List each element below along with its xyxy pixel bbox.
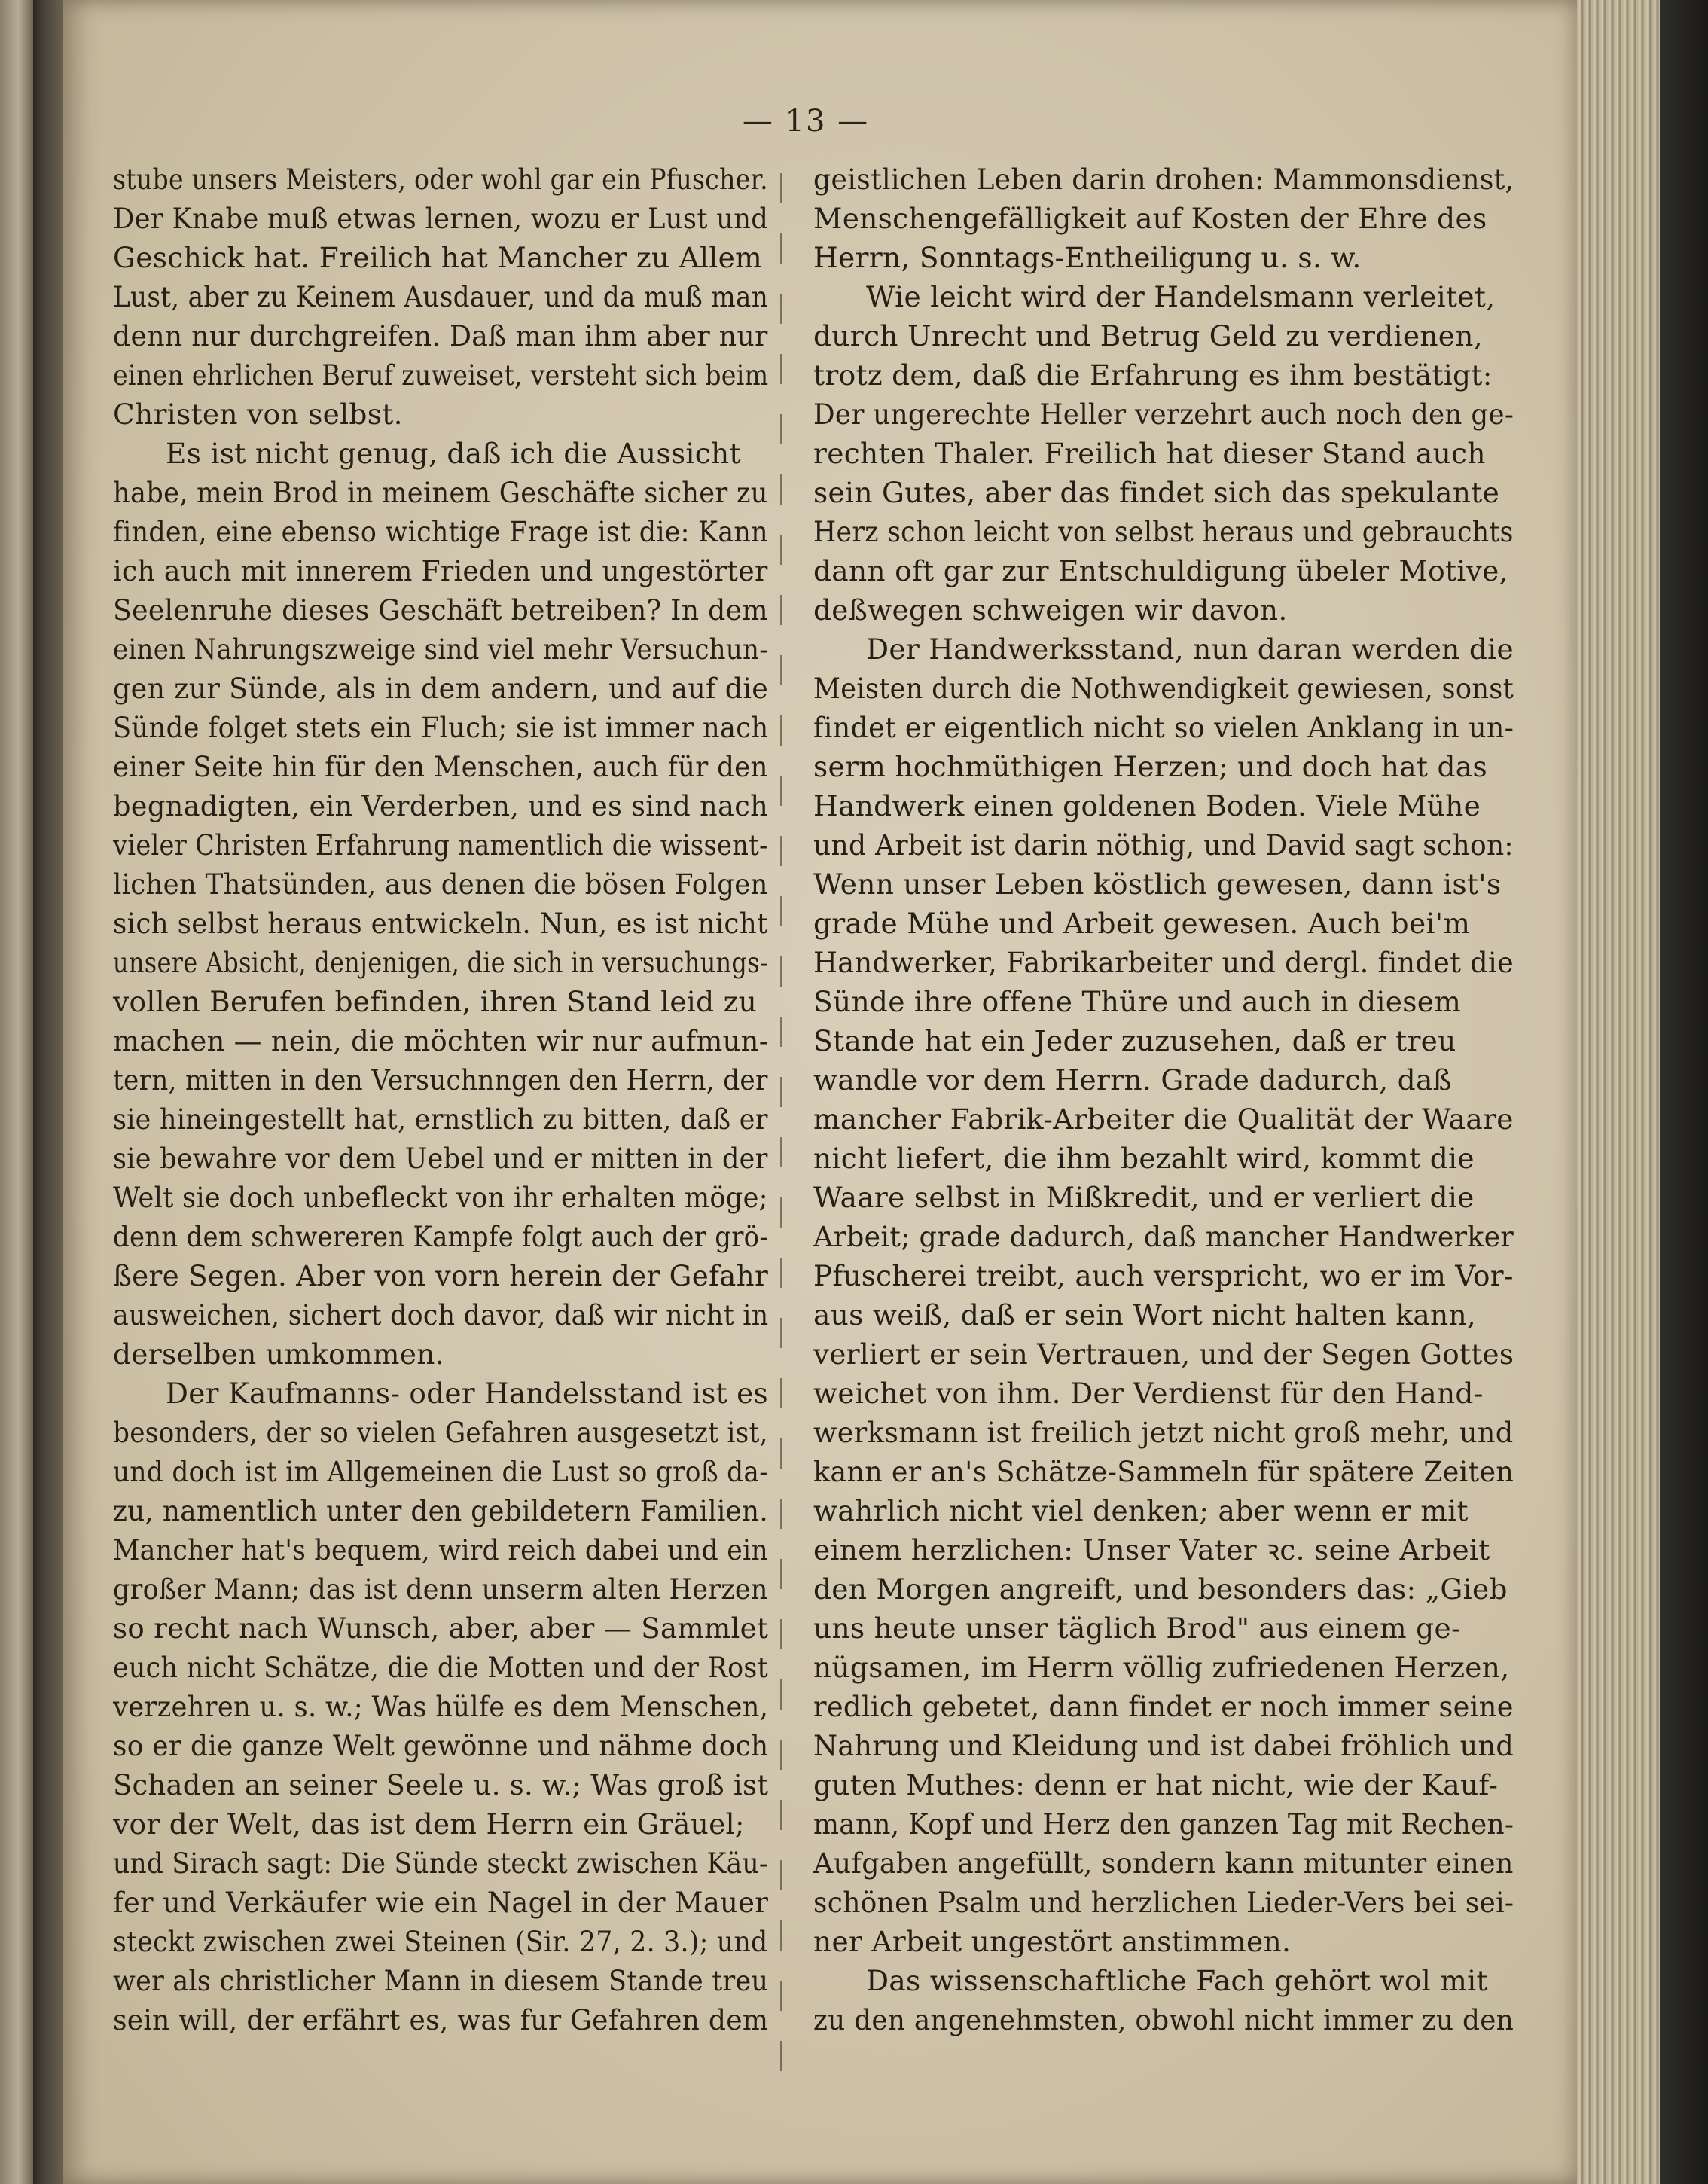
- text-line: Wie leicht wird der Handelsmann verleitet,: [866, 280, 1496, 313]
- text-line: Geschick hat. Freilich hat Mancher zu Allem: [113, 241, 762, 274]
- text-line: kann er an's Schätze-Sammeln für spätere Zeiten: [813, 1455, 1514, 1488]
- text-line: und doch ist im Allgemeinen die Lust so groß da-: [113, 1455, 769, 1488]
- text-line: zu den angenehmsten, obwohl nicht immer zu den: [813, 2003, 1514, 2036]
- text-line: Aufgaben angefüllt, sondern kann mitunter einen: [813, 1847, 1514, 1880]
- page-stack-fore-edge: [1577, 0, 1660, 2184]
- text-line: mann, Kopf und Herz den ganzen Tag mit Rechen-: [813, 1807, 1514, 1841]
- text-line: sie hineingestellt hat, ernstlich zu bitten, daß er: [113, 1103, 768, 1136]
- text-line: uns heute unser täglich Brod" aus einem ge-: [813, 1612, 1461, 1645]
- text-line: Der Kaufmanns- oder Handelsstand ist es: [166, 1377, 768, 1410]
- text-line: rechten Thaler. Freilich hat dieser Stand auch: [813, 437, 1486, 470]
- page-number: — 13 —: [742, 104, 870, 139]
- text-line: einen Nahrungszweige sind viel mehr Versuchun-: [113, 633, 769, 666]
- text-line: einem herzlichen: Unser Vater ꝛc. seine Arbeit: [813, 1533, 1490, 1566]
- text-line: geistlichen Leben darin drohen: Mammonsdienst,: [813, 163, 1514, 196]
- previous-page-edge: [0, 0, 33, 2184]
- text-line: verzehren u. s. w.; Was hülfe es dem Menschen,: [113, 1690, 769, 1723]
- text-line: steckt zwischen zwei Steinen (Sir. 27, 2. 3.); und: [113, 1925, 768, 1958]
- text-line: denn nur durchgreifen. Daß man ihm aber nur: [113, 319, 768, 352]
- text-line: besonders, der so vielen Gefahren ausgesetzt ist,: [113, 1416, 768, 1449]
- text-line: wer als christlicher Mann in diesem Stande treu: [113, 1964, 769, 1997]
- text-line: Waare selbst in Mißkredit, und er verliert die: [813, 1181, 1475, 1214]
- text-line: Stande hat ein Jeder zuzusehen, daß er treu: [813, 1024, 1456, 1057]
- book-gutter: [33, 0, 63, 2184]
- text-line: ausweichen, sichert doch davor, daß wir nicht in: [113, 1298, 769, 1331]
- text-line: schönen Psalm und herzlichen Lieder-Vers bei sei-: [813, 1886, 1514, 1919]
- text-line: und Sirach sagt: Die Sünde steckt zwischen Käu-: [113, 1847, 768, 1880]
- text-line: wahrlich nicht viel denken; aber wenn er mit: [813, 1494, 1469, 1527]
- text-line: dann oft gar zur Entschuldigung übeler Motive,: [813, 554, 1508, 587]
- text-line: Der Knabe muß etwas lernen, wozu er Lust und: [113, 202, 769, 235]
- text-line: grade Mühe und Arbeit gewesen. Auch bei'm: [813, 907, 1471, 940]
- text-line: deßwegen schweigen wir davon.: [813, 593, 1288, 627]
- text-line: redlich gebetet, dann findet er noch immer seine: [813, 1690, 1514, 1723]
- text-line: so recht nach Wunsch, aber, aber — Sammlet: [113, 1612, 769, 1645]
- text-line: sich selbst heraus entwickeln. Nun, es ist nicht: [113, 907, 768, 940]
- text-line: Wenn unser Leben köstlich gewesen, dann ist's: [813, 868, 1502, 901]
- text-line: nicht liefert, die ihm bezahlt wird, kommt die: [813, 1142, 1475, 1175]
- text-line: tern, mitten in den Versuchnngen den Herrn, der: [113, 1063, 768, 1097]
- text-line: derselben umkommen.: [113, 1338, 444, 1371]
- text-line: und Arbeit ist darin nöthig, und David sagt schon:: [813, 828, 1514, 862]
- text-line: sie bewahre vor dem Uebel und er mitten in der: [113, 1142, 768, 1175]
- text-line: aus weiß, daß er sein Wort nicht halten kann,: [813, 1298, 1477, 1331]
- text-line: ßere Segen. Aber von vorn herein der Gefahr: [113, 1259, 769, 1292]
- text-line: Der Handwerksstand, nun daran werden die: [866, 633, 1514, 666]
- text-line: weichet von ihm. Der Verdienst für den Hand-: [813, 1377, 1484, 1410]
- left-text-column: [113, 160, 768, 2039]
- text-line: finden, eine ebenso wichtige Frage ist die: Kann: [113, 515, 768, 548]
- text-line: Sünde folget stets ein Fluch; sie ist immer nach: [113, 711, 769, 744]
- text-line: Handwerker, Fabrikarbeiter und dergl. findet die: [813, 946, 1514, 979]
- text-line: großer Mann; das ist denn unserm alten Herzen: [113, 1572, 768, 1606]
- text-line: sein Gutes, aber das findet sich das spekulante: [813, 476, 1500, 509]
- text-line: einer Seite hin für den Menschen, auch für den: [113, 750, 768, 783]
- text-line: Welt sie doch unbefleckt von ihr erhalten möge;: [113, 1181, 768, 1214]
- text-line: vollen Berufen befinden, ihren Stand leid zu: [113, 985, 758, 1018]
- text-line: werksmann ist freilich jetzt nicht groß mehr, und: [813, 1416, 1514, 1449]
- text-line: begnadigten, ein Verderben, und es sind nach: [113, 789, 769, 822]
- book-cover-edge: [1660, 0, 1708, 2184]
- text-line: habe, mein Brod in meinem Geschäfte sicher zu: [113, 476, 768, 509]
- text-line: fer und Verkäufer wie ein Nagel in der Mauer: [113, 1886, 769, 1919]
- text-line: machen — nein, die möchten wir nur aufmun-: [113, 1024, 769, 1057]
- text-line: Handwerk einen goldenen Boden. Viele Mühe: [813, 789, 1481, 822]
- text-line: verliert er sein Vertrauen, und der Segen Gottes: [813, 1338, 1514, 1371]
- text-line: trotz dem, daß die Erfahrung es ihm bestätigt:: [813, 358, 1493, 392]
- text-line: durch Unrecht und Betrug Geld zu verdienen,: [813, 319, 1483, 352]
- text-line: ner Arbeit ungestört anstimmen.: [813, 1925, 1292, 1958]
- text-line: stube unsers Meisters, oder wohl gar ein Pfuscher.: [113, 163, 768, 196]
- text-line: Mancher hat's bequem, wird reich dabei und ein: [113, 1533, 769, 1566]
- text-line: Pfuscherei treibt, auch verspricht, wo er im Vor-: [813, 1259, 1514, 1292]
- text-line: Herrn, Sonntags-Entheiligung u. s. w.: [813, 241, 1362, 274]
- text-line: Lust, aber zu Keinem Ausdauer, und da muß man: [113, 280, 769, 313]
- text-line: zu, namentlich unter den gebildetern Familien.: [113, 1494, 769, 1527]
- text-line: wandle vor dem Herrn. Grade dadurch, daß: [813, 1063, 1452, 1097]
- right-text-column: [813, 160, 1514, 2039]
- text-line: serm hochmüthigen Herzen; und doch hat das: [813, 750, 1487, 783]
- text-line: guten Muthes: denn er hat nicht, wie der Kauf-: [813, 1768, 1499, 1801]
- column-divider: [780, 173, 782, 2071]
- text-line: sein will, der erfährt es, was fur Gefahren dem: [113, 2003, 769, 2036]
- text-line: Seelenruhe dieses Geschäft betreiben? In dem: [113, 593, 768, 627]
- text-line: lichen Thatsünden, aus denen die bösen Folgen: [113, 868, 768, 901]
- text-line: den Morgen angreift, und besonders das: „Gieb: [813, 1572, 1508, 1606]
- text-line: Schaden an seiner Seele u. s. w.; Was groß ist: [113, 1768, 769, 1801]
- text-line: Das wissenschaftliche Fach gehört wol mit: [866, 1964, 1488, 1997]
- text-line: Herz schon leicht von selbst heraus und gebrauchts: [813, 515, 1514, 548]
- text-line: Es ist nicht genug, daß ich die Aussicht: [166, 437, 741, 470]
- text-line: vor der Welt, das ist dem Herrn ein Gräuel;: [113, 1807, 745, 1841]
- text-line: Sünde ihre offene Thüre und auch in diesem: [813, 985, 1462, 1018]
- text-line: Menschengefälligkeit auf Kosten der Ehre des: [813, 202, 1487, 235]
- text-line: Der ungerechte Heller verzehrt auch noch den ge-: [813, 398, 1514, 431]
- text-line: euch nicht Schätze, die die Motten und der Rost: [113, 1651, 768, 1684]
- text-line: findet er eigentlich nicht so vielen Anklang in un-: [813, 711, 1514, 744]
- text-line: Christen von selbst.: [113, 398, 403, 431]
- text-line: unsere Absicht, denjenigen, die sich in versuchungs-: [113, 946, 768, 979]
- text-line: nügsamen, im Herrn völlig zufriedenen Herzen,: [813, 1651, 1510, 1684]
- text-line: mancher Fabrik-Arbeiter die Qualität der Waare: [813, 1103, 1514, 1136]
- text-line: vieler Christen Erfahrung namentlich die wissent-: [113, 828, 768, 862]
- text-line: Arbeit; grade dadurch, daß mancher Handwerker: [813, 1220, 1514, 1253]
- text-line: denn dem schwereren Kampfe folgt auch der grö-: [113, 1220, 769, 1253]
- text-line: Meisten durch die Nothwendigkeit gewiesen, sonst: [813, 672, 1514, 705]
- text-line: gen zur Sünde, als in dem andern, und auf die: [113, 672, 769, 705]
- text-line: so er die ganze Welt gewönne und nähme doch: [113, 1729, 769, 1762]
- text-line: ich auch mit innerem Frieden und ungestörter: [113, 554, 768, 587]
- text-line: einen ehrlichen Beruf zuweiset, versteht sich beim: [113, 358, 769, 392]
- text-line: Nahrung und Kleidung und ist dabei fröhlich und: [813, 1729, 1514, 1762]
